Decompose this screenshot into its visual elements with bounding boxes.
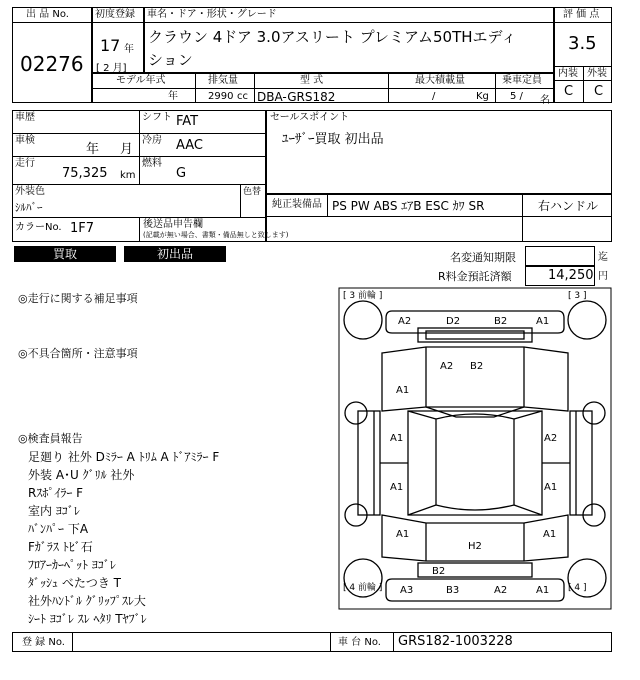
- mark-lquarter-a1: A1: [396, 529, 410, 540]
- report-line: ﾌﾛｱｰｶｰﾍﾟｯﾄ ﾖｺﾞﾚ: [28, 558, 116, 572]
- inspection-label: 車検: [15, 135, 35, 146]
- inspection-month: 月: [120, 142, 134, 157]
- mileage-value: 75,325: [62, 166, 108, 181]
- name-change-label: 名変通知期限: [450, 251, 516, 264]
- reg-no-label: 登 録 No.: [22, 637, 65, 648]
- fuel-label: 燃料: [142, 158, 162, 169]
- sales-point-value: ﾕｰｻﾞｰ買取 初出品: [282, 132, 384, 147]
- mark-front-d2: D2: [446, 316, 461, 327]
- displacement-unit: cc: [237, 91, 248, 102]
- inspector-report-label: ◎検査員報告: [18, 432, 83, 445]
- report-line: Fｶﾞﾗｽ ﾄﾋﾞ石: [28, 540, 93, 554]
- first-reg-label: 初度登録: [95, 9, 135, 20]
- name-change-unit: 迄: [598, 252, 608, 263]
- mark-lrdoor-a1: A1: [390, 482, 404, 493]
- report-line: ﾊﾞﾝﾊﾟｰ 下A: [28, 522, 89, 536]
- sales-point-label: セールスポイント: [270, 112, 350, 123]
- wheel-rr-label: [ 4 ]: [568, 583, 587, 593]
- mark-lfdoor-a1: A1: [390, 433, 404, 444]
- car-name-line2: ション: [148, 51, 193, 69]
- ac-label: 冷房: [142, 135, 162, 146]
- capacity-label: 乗車定員: [502, 75, 542, 86]
- wheel-fl-label: [ 3 前輪 ]: [343, 291, 383, 301]
- wheel-fr-label: [ 3 ]: [568, 291, 587, 301]
- mark-rfdoor-a2: A2: [544, 433, 558, 444]
- mark-rear-a2: A2: [494, 585, 508, 596]
- shift-label: シフト: [142, 112, 172, 123]
- inspection-year: 年: [86, 142, 100, 157]
- report-line: Rｽﾎﾟｲﾗｰ F: [28, 486, 84, 500]
- first-reg-year: 17: [100, 36, 121, 55]
- car-damage-diagram: [338, 287, 612, 610]
- first-reg-month: [ 2 月]: [96, 63, 127, 74]
- mark-rear-a1: A1: [536, 585, 550, 596]
- recycle-value: 14,250: [548, 268, 594, 283]
- shift-value: FAT: [176, 114, 199, 129]
- mark-trunk-h2: H2: [468, 541, 482, 552]
- ac-value: AAC: [176, 138, 203, 153]
- car-name-line1: クラウン 4ドア 3.0アスリート プレミアム50THエディ: [148, 28, 517, 46]
- running-notes-label: ◎走行に関する補足事項: [18, 292, 138, 305]
- capacity-unit: 名: [540, 95, 550, 106]
- mark-front-a1: A1: [536, 316, 550, 327]
- equipment-label: 純正装備品: [272, 199, 322, 210]
- recycle-label: R料金預託済額: [438, 270, 512, 283]
- car-name-label: 車名・ドア・形状・グレード: [147, 9, 277, 20]
- mark-rear-b3: B3: [446, 585, 460, 596]
- mark-rear-a3: A3: [400, 585, 414, 596]
- wheel-rl-label: [ 4 前輪 ]: [343, 583, 383, 593]
- model-year-unit: 年: [168, 91, 178, 102]
- mark-rrdoor-a1: A1: [544, 482, 558, 493]
- mark-lfender-a1: A1: [396, 385, 410, 396]
- grade-value: 3.5: [568, 33, 597, 54]
- defects-label: ◎不具合箇所・注意事項: [18, 347, 138, 360]
- capacity-value: 5 /: [510, 91, 523, 102]
- model-year-label: モデル年式: [116, 75, 166, 86]
- report-line: 社外ﾊﾝﾄﾞﾙ ｸﾞﾘｯﾌﾟｽﾚ大: [28, 594, 146, 608]
- mark-hood-a2: A2: [440, 361, 454, 372]
- mark-hood-b2: B2: [470, 361, 484, 372]
- mark-front-a2: A2: [398, 316, 412, 327]
- mileage-label: 走行: [15, 158, 35, 169]
- buy-badge: 買取: [14, 246, 116, 262]
- displacement-label: 排気量: [208, 75, 238, 86]
- color-value: ｼﾙﾊﾞｰ: [15, 201, 43, 214]
- lot-number: 02276: [20, 52, 84, 76]
- report-line: 室内 ﾖｺﾞﾚ: [28, 504, 80, 518]
- history-label: 車歴: [15, 112, 35, 123]
- chassis-label: 車 台 No.: [338, 637, 381, 648]
- report-line: ｼｰﾄ ﾖｺﾞﾚ ｽﾚ ﾍﾀﾘ Tﾔﾌﾞﾚ: [28, 612, 147, 626]
- exterior-label: 外装: [587, 68, 607, 79]
- color-no-label: カラーNo.: [15, 222, 62, 233]
- interior-label: 内装: [558, 68, 578, 79]
- report-note: (記載が無い場合、書類・備品無しと致します): [143, 231, 289, 239]
- first-listing-badge: 初出品: [124, 246, 226, 262]
- lot-label: 出 品 No.: [26, 9, 69, 20]
- report-line: 外装 A･U ｸﾞﾘﾙ 社外: [28, 468, 135, 482]
- interior-grade: C: [564, 84, 574, 99]
- max-load-unit: Kg: [476, 91, 489, 102]
- mark-rquarter-a1: A1: [543, 529, 557, 540]
- report-line: 足廻り 社外 Dﾐﾗｰ A ﾄﾘﾑ A ﾄﾞｱﾐﾗｰ F: [28, 450, 220, 464]
- type-value: DBA-GRS182: [257, 90, 336, 104]
- first-reg-year-unit: 年: [124, 44, 134, 55]
- max-load-slash: /: [432, 91, 436, 102]
- exterior-grade: C: [594, 84, 604, 99]
- report-line: ﾀﾞｯｼｭ べたつき T: [28, 576, 121, 590]
- handle-value: 右ハンドル: [538, 199, 599, 213]
- displacement-value: 2990: [208, 91, 234, 102]
- fuel-value: G: [176, 166, 187, 181]
- repaint-label: 色替: [243, 187, 262, 197]
- grade-label: 評 価 点: [563, 9, 600, 20]
- type-label: 型 式: [300, 75, 324, 86]
- footer-box: [12, 632, 612, 652]
- mileage-unit: km: [120, 170, 136, 181]
- recycle-unit: 円: [598, 271, 608, 282]
- report-label: 後送品申告欄: [143, 219, 203, 230]
- max-load-label: 最大積載量: [415, 75, 465, 86]
- equipment-value: PS PW ABS ｴｱB ESC ｶﾜ SR: [332, 199, 485, 213]
- mark-front-b2: B2: [494, 316, 508, 327]
- color-no-value: 1F7: [70, 221, 95, 236]
- name-change-box: [525, 246, 595, 266]
- chassis-value: GRS182-1003228: [398, 634, 513, 649]
- mark-rear-b2: B2: [432, 566, 446, 577]
- color-label: 外装色: [15, 186, 45, 197]
